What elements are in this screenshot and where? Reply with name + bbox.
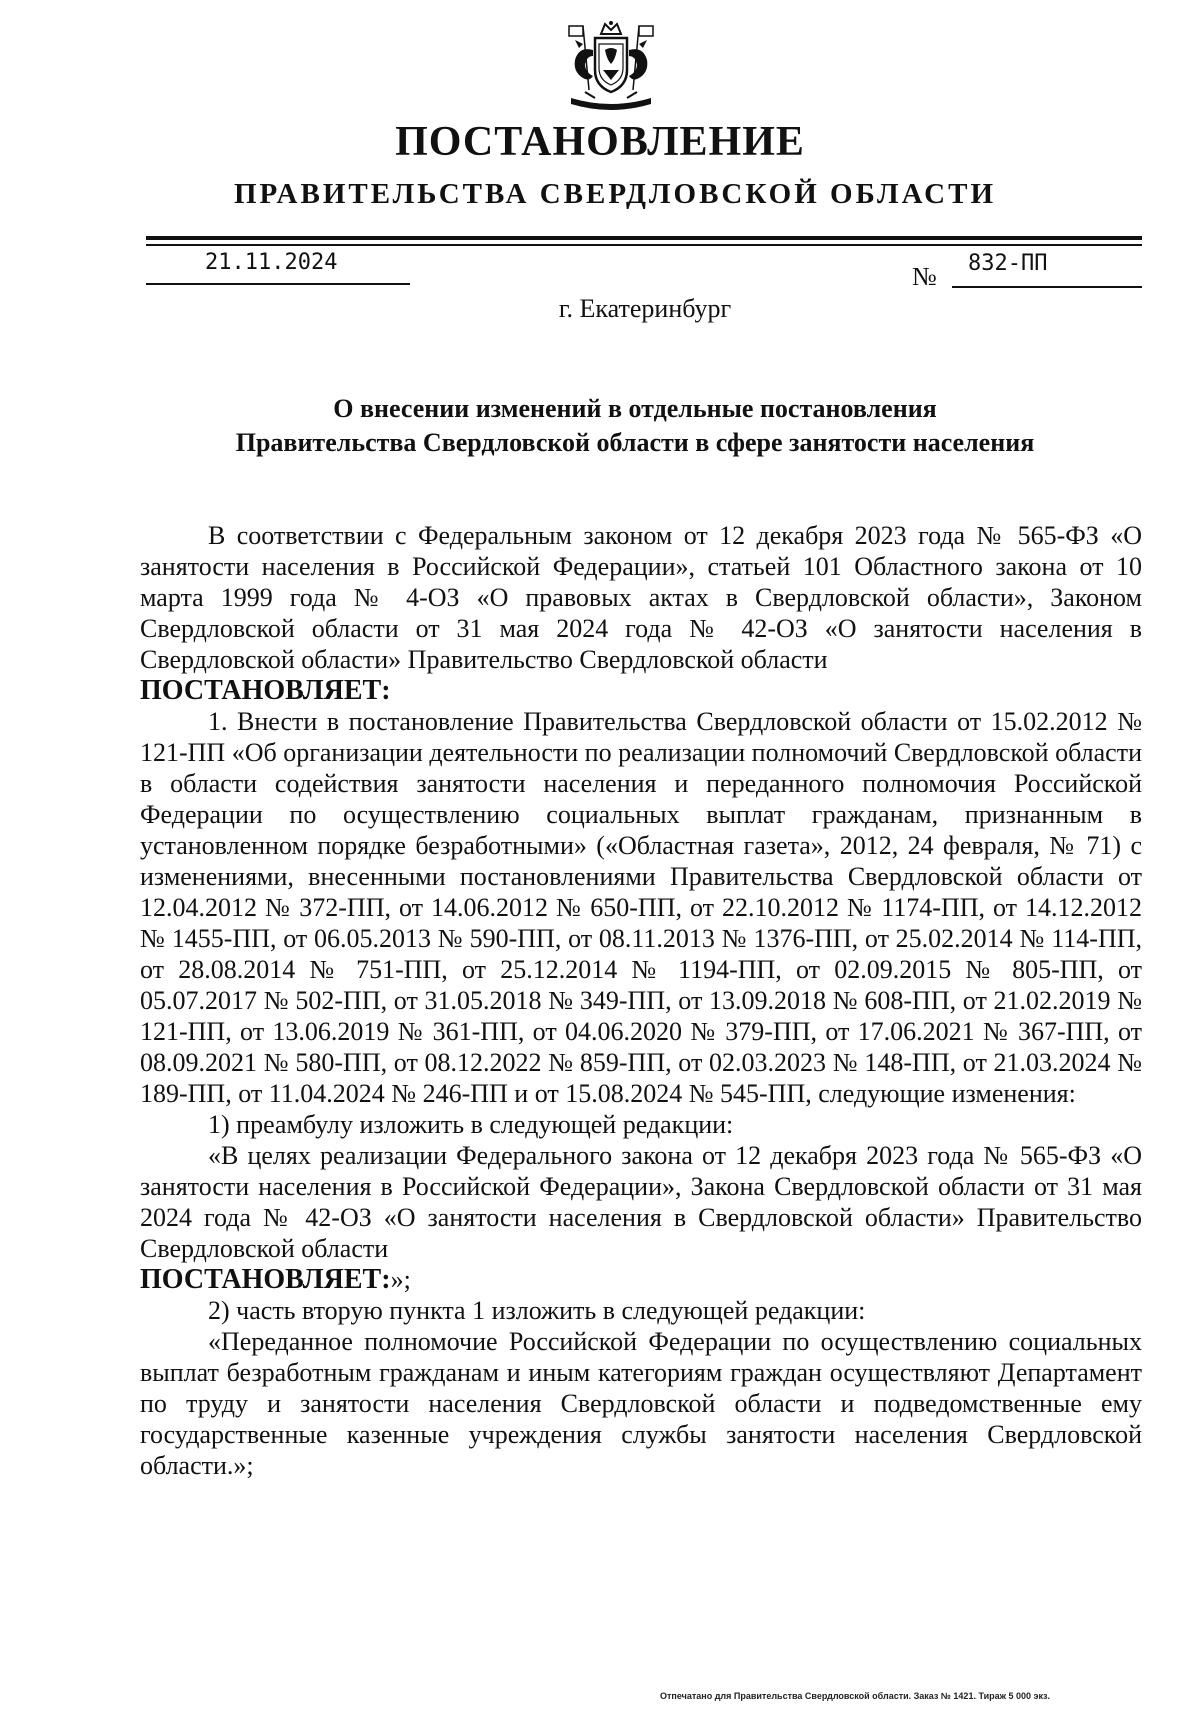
date-underline [146, 283, 410, 285]
document-number: 832-ПП [968, 251, 1048, 276]
subitem-1-resolves [140, 1264, 1142, 1295]
subitem-1-resolves-word: ПОСТАНОВЛЯЕТ: [140, 1264, 391, 1295]
resolves-heading: ПОСТАНОВЛЯЕТ: [140, 675, 391, 706]
document-city: г. Екатеринбург [558, 294, 732, 323]
number-sign: № [912, 262, 937, 291]
print-note: Отпечатано для Правительства Свердловской области. Заказ № 1421. Тираж 5 000 экз. [660, 1691, 1050, 1701]
number-underline [952, 286, 1142, 288]
sverdlovsk-coat-of-arms-icon [565, 20, 657, 120]
header-rule-thin [146, 244, 1142, 246]
document-title: ПОСТАНОВЛЕНИЕ [395, 119, 805, 165]
subitem-1-resolves-tail: »; [390, 1265, 411, 1294]
subitem-2-text: «Переданное полномочие Российской Федерации по осуществлению социальных выплат безработным гражданам и иным категориям граждан осуществляют Департамент по труду и занятости населения Свердловской области и подведомственные ему государственные казенные учреждения службы занятости населения Свердловской области.»; [140, 1327, 1142, 1480]
item-1-paragraph: 1. Внести в постановление Правительства Свердловской области от 15.02.2012 № 121-ПП «Об организации деятельности по реализации полномочий Свердловской области в области содействия занятости населения и переданного полномочия Российской Федерации по осуществлению социальных выплат гражданам, признанным в установленном порядке безработными» («Областная газета», 2012, 24 февраля, № 71) с изменениями, внесенными постановлениями Правительства Свердловской области от 12.04.2012 № 372-ПП, от 14.06.2012 № 650-ПП, от 22.10.2012 № 1174-ПП, от 14.12.2012 № 1455-ПП, от 06.05.2013 № 590-ПП, от 08.11.2013 № 1376-ПП, от 25.02.2014 № 114-ПП, от 28.08.2014 № 751-ПП, от 25.12.2014 № 1194-ПП, от 02.09.2015 № 805-ПП, от 05.07.2017 № 502-ПП, от 31.05.2018 № 349-ПП, от 13.09.2018 № 608-ПП, от 21.02.2019 № 121-ПП, от 13.06.2019 № 361-ПП, от 04.06.2020 № 379-ПП, от 17.06.2021 № 367-ПП, от 08.09.2021 № 580-ПП, от 08.12.2022 № 859-ПП, от 02.03.2023 № 148-ПП, от 21.03.2024 № 189-ПП, от 11.04.2024 № 246-ПП и от 15.08.2024 № 545-ПП, следующие изменения: [140, 707, 1142, 1108]
issuing-authority: ПРАВИТЕЛЬСТВА СВЕРДЛОВСКОЙ ОБЛАСТИ [233, 178, 997, 210]
document-date: 21.11.2024 [205, 250, 338, 275]
document-body [140, 520, 1142, 1481]
preamble-paragraph: В соответствии с Федеральным законом от 12 декабря 2023 года № 565-ФЗ «О занятости населения в Российской Федерации», статьей 101 Областного закона от 10 марта 1999 года № 4-ОЗ «О правовых актах в Свердловской области», Законом Свердловской области от 31 мая 2024 года № 42-ОЗ «О занятости населения в Свердловской области» Правительство Свердловской области [140, 521, 1142, 674]
subitem-1-paragraph: 1) преамбулу изложить в следующей редакции: [208, 1110, 734, 1139]
subject-line-1: О внесении изменений в отдельные постановления [333, 394, 937, 423]
document-subject [0, 392, 1200, 460]
subject-line-2: Правительства Свердловской области в сфере занятости населения [235, 428, 1035, 457]
subitem-1-text: «В целях реализации Федерального закона от 12 декабря 2023 года № 565-ФЗ «О занятости населения в Российской Федерации», Закона Свердловской области от 31 мая 2024 года № 42-ОЗ «О занятости населения в Свердловской области» Правительство Свердловской области [140, 1141, 1142, 1263]
header-rule-thick [146, 236, 1142, 240]
subitem-2-paragraph: 2) часть вторую пункта 1 изложить в следующей редакции: [208, 1296, 866, 1325]
